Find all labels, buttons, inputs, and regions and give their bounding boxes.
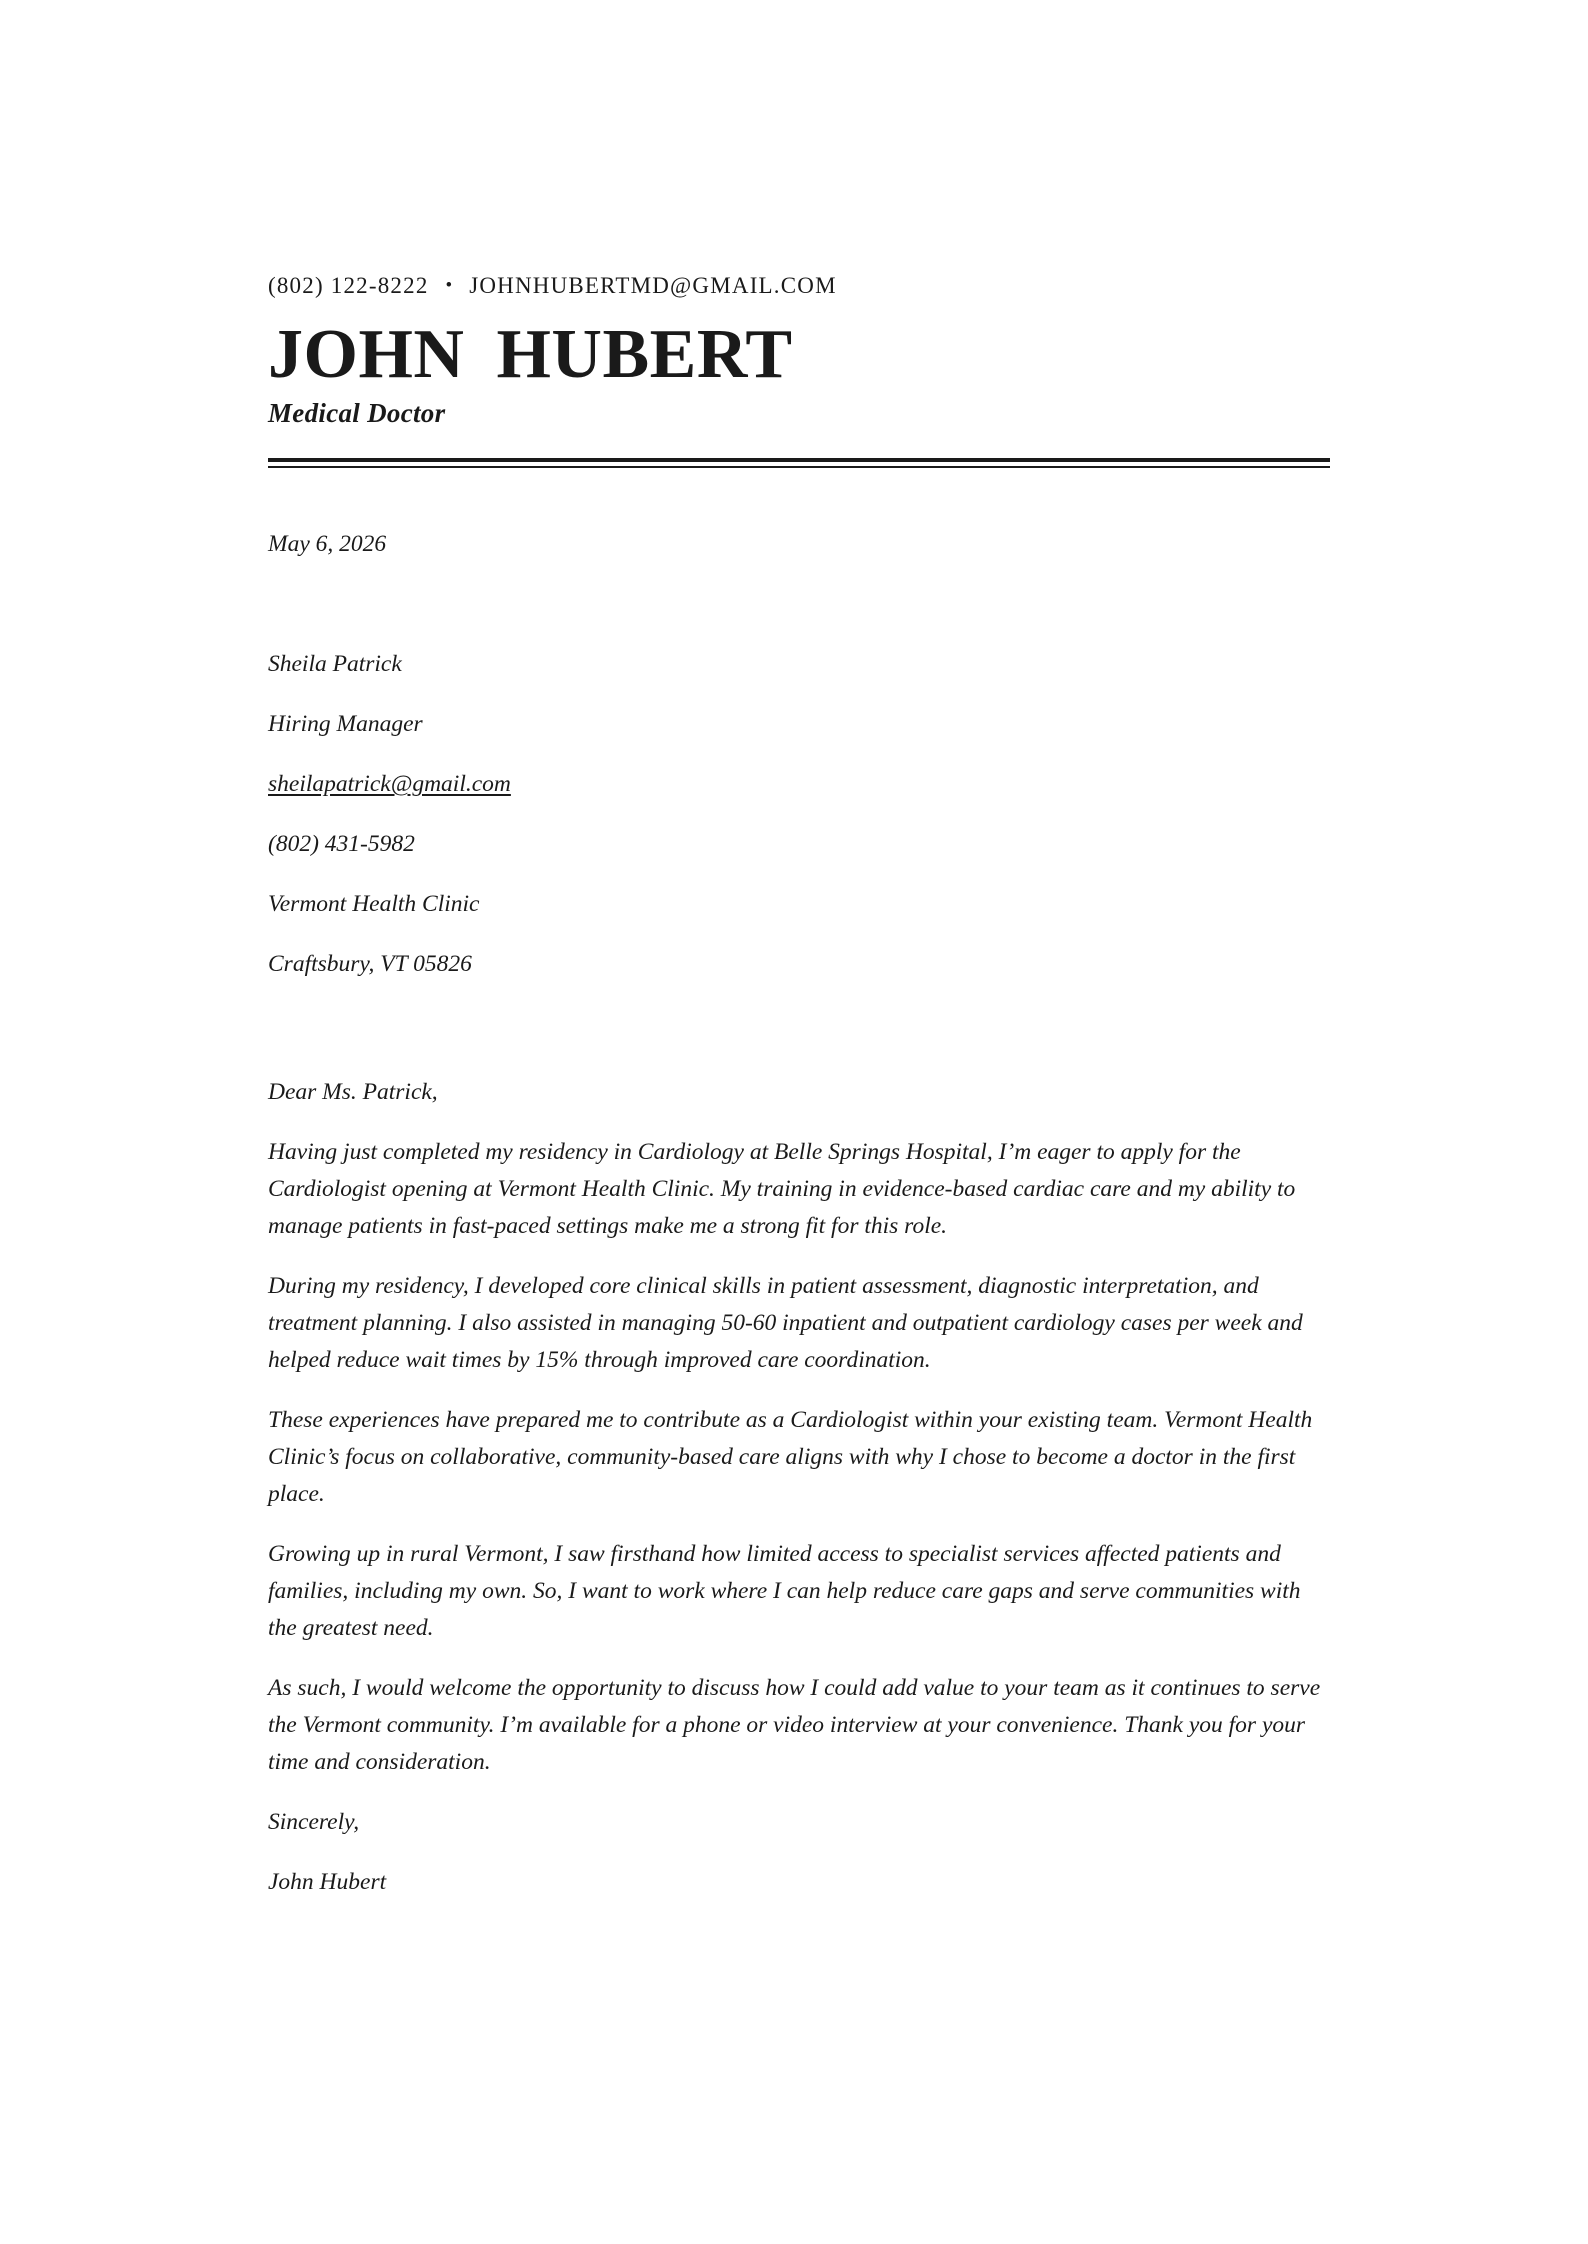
body-paragraph: As such, I would welcome the opportunity to discuss how I could add value to your team as it continues to serve the Vermont community. I’m available for a phone or video interview at your convenience. Thank you for your time and consideration.	[268, 1675, 1321, 1775]
bullet-separator-icon: •	[445, 275, 453, 296]
letter-header	[268, 272, 1330, 468]
recipient-company: Vermont Health Clinic	[268, 891, 480, 917]
sender-contact-line	[268, 272, 1330, 302]
recipient-block	[268, 646, 1330, 983]
recipient-phone: (802) 431-5982	[268, 831, 415, 857]
header-divider	[268, 458, 1330, 468]
sender-title: Medical Doctor	[268, 398, 446, 428]
signature-name: John Hubert	[268, 1869, 387, 1895]
recipient-address: Craftsbury, VT 05826	[268, 951, 472, 977]
recipient-email-line	[268, 766, 1330, 803]
recipient-email-link[interactable]: sheilapatrick@gmail.com	[268, 771, 511, 797]
paragraphs-container	[268, 1134, 1330, 1781]
sender-email: JOHNHUBERTMD@GMAIL.COM	[469, 273, 837, 298]
body-paragraph: During my residency, I developed core clinical skills in patient assessment, diagnostic interpretation, and treatment planning. I also assisted in managing 50-60 inpatient and outpatient cardiology cases per week and helped reduce wait times by 15% through improved care coordination.	[268, 1273, 1303, 1373]
body-paragraph: Having just completed my residency in Cardiology at Belle Springs Hospital, I’m eager to apply for the Cardiologist opening at Vermont Health Clinic. My training in evidence-based cardiac care and my ability to manage patients in fast-paced settings make me a strong fit for this role.	[268, 1139, 1296, 1239]
letter-date: May 6, 2026	[268, 531, 387, 557]
recipient-name: Sheila Patrick	[268, 651, 402, 677]
sender-name: JOHN HUBERT	[268, 316, 793, 393]
recipient-role: Hiring Manager	[268, 711, 423, 737]
sender-phone: (802) 122-8222	[268, 273, 429, 298]
body-paragraph: These experiences have prepared me to contribute as a Cardiologist within your existing team. Vermont Health Clinic’s focus on collaborative, community-based care aligns with why I chose to become a doctor in the first place.	[268, 1407, 1313, 1507]
body-paragraph: Growing up in rural Vermont, I saw firsthand how limited access to specialist services affected patients and families, including my own. So, I want to work where I can help reduce care gaps and serve communities with the greatest need.	[268, 1541, 1301, 1641]
salutation: Dear Ms. Patrick,	[268, 1079, 438, 1105]
letter-body	[268, 526, 1330, 1901]
closing: Sincerely,	[268, 1809, 360, 1835]
